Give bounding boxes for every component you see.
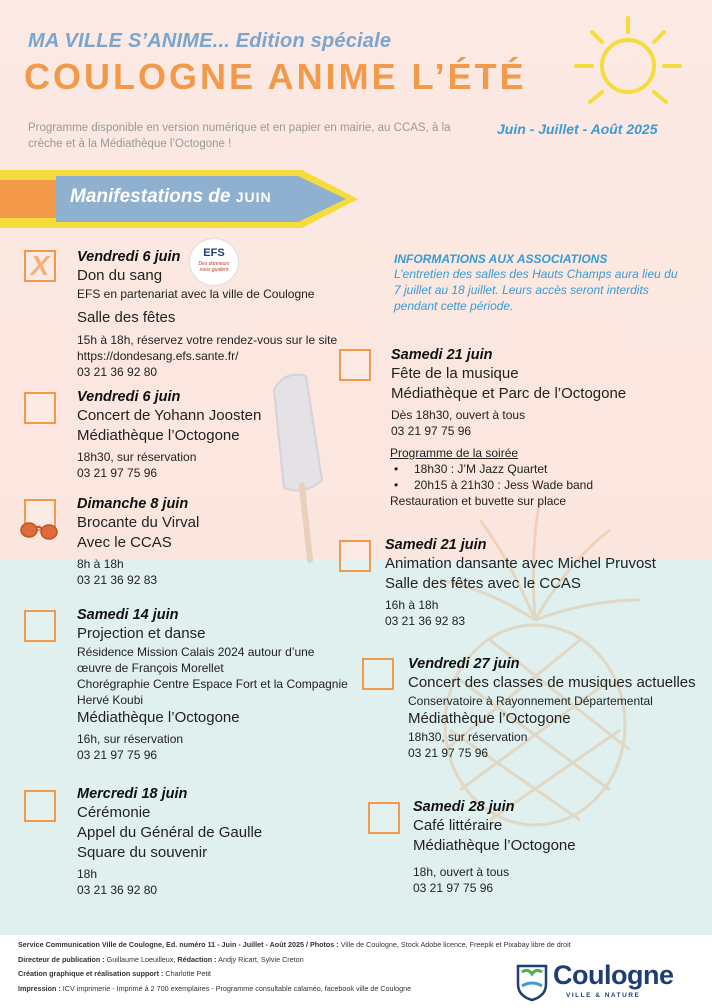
credits-value: Guillaume Loeuilleux,	[106, 954, 176, 964]
event-title: Animation dansante avec Michel Pruvost	[385, 555, 656, 573]
page-title: COULOGNE ANIME L’ÉTÉ	[24, 56, 527, 97]
efs-logo-sub: Des donneurs nous guident	[198, 261, 230, 273]
event-title: Cérémonie	[77, 804, 151, 822]
event-cafe-litteraire	[413, 799, 703, 896]
event-details: 18h30, sur réservation	[77, 450, 197, 465]
event-place: Avec le CCAS	[77, 534, 172, 552]
program-footer: Restauration et buvette sur place	[390, 494, 567, 508]
event-title: Concert des classes de musiques actuelles	[408, 674, 696, 692]
credits-line	[18, 967, 588, 982]
credits-label: Directeur de publication :	[18, 954, 105, 964]
event-title2: Appel du Général de Gaulle	[77, 824, 263, 842]
event-details: 18h30, sur réservation	[408, 730, 528, 745]
event-details: 18h	[77, 867, 98, 882]
banner-month: JUIN	[235, 189, 272, 205]
event-title: Projection et danse	[77, 625, 206, 643]
credits-footer	[18, 938, 588, 996]
checkbox-e6[interactable]	[339, 349, 371, 381]
event-projection-danse	[77, 607, 352, 763]
event-place: Médiathèque l’Octogone	[408, 710, 571, 728]
banner-label	[70, 186, 272, 208]
event-place: Médiathèque et Parc de l’Octogone	[391, 385, 627, 403]
program-item: • 18h30 : J’M Jazz Quartet	[394, 462, 548, 476]
event-place: Médiathèque l’Octogone	[77, 709, 240, 727]
checkbox-e1[interactable]	[24, 250, 56, 282]
credits-value: Ville de Coulogne, Stock Adobe licence, Freepik et Pixabay libre de droit	[340, 940, 571, 949]
event-title: Don du sang	[77, 267, 163, 285]
event-details: 15h à 18h, réservez votre rendez-vous sur le site https://dondesang.efs.sante.fr/	[77, 333, 338, 364]
credits-value: Andjy Ricart, Sylvie Creton	[218, 954, 304, 964]
program-item: • 20h15 à 21h30 : Jess Wade band	[394, 478, 594, 492]
event-line2: Chorégraphie Centre Espace Fort et la Compagnie Hervé Koubi	[77, 677, 348, 708]
checkbox-e2[interactable]	[24, 392, 56, 424]
evening-program	[390, 446, 690, 509]
event-title: Café littéraire	[413, 817, 503, 835]
coulogne-logo-subtitle: VILLE & NATURE	[566, 992, 641, 999]
event-line1: Résidence Mission Calais 2024 autour d’une œuvre de François Morellet	[77, 645, 315, 676]
supertitle: MA VILLE S’ANIME... Edition spéciale	[28, 30, 392, 52]
event-date: Vendredi 6 juin	[77, 389, 181, 405]
checkbox-e7[interactable]	[339, 540, 371, 572]
event-date: Samedi 28 juin	[413, 799, 515, 815]
coulogne-shield-icon	[514, 962, 550, 1002]
event-date: Samedi 21 juin	[385, 537, 487, 553]
credits-label: Impression :	[18, 983, 61, 993]
coulogne-logo: Coulogne	[553, 960, 674, 990]
event-phone: 03 21 97 75 96	[391, 424, 472, 439]
checkbox-e4[interactable]	[24, 610, 56, 642]
event-phone: 03 21 97 75 96	[413, 881, 494, 896]
event-concert-classes	[408, 656, 703, 761]
checkbox-e8[interactable]	[362, 658, 394, 690]
credits-label: Création graphique et réalisation support :	[18, 969, 164, 978]
event-details: 18h, ouvert à tous	[413, 865, 510, 880]
credits-line	[18, 953, 588, 968]
banner-label-text: Manifestations de	[70, 186, 231, 207]
credits-value: ICV imprimerie - Imprimé à 2 700 exemplaires - Programme consultable calaméo, facebook ville de Coulogne	[62, 983, 412, 993]
intro-text: Programme disponible en version numérique et en papier en mairie, au CCAS, à la crèche et à la Médiathèque l’Octogone !	[28, 122, 451, 150]
event-place: Médiathèque l’Octogone	[413, 837, 576, 855]
event-phone: 03 21 36 92 83	[77, 573, 158, 588]
event-line1: Conservatoire à Rayonnement Départemental	[408, 694, 653, 709]
sunglasses-icon	[18, 512, 60, 542]
checkbox-e5[interactable]	[24, 790, 56, 822]
event-date: Samedi 14 juin	[77, 607, 179, 623]
credits-line	[18, 982, 588, 997]
event-brocante	[77, 496, 367, 588]
event-details: Dès 18h30, ouvert à tous	[391, 408, 526, 423]
event-title: Brocante du Virval	[77, 514, 200, 532]
season-dates: Juin - Juillet - Août 2025	[497, 121, 658, 137]
event-concert-joosten	[77, 389, 367, 481]
event-phone: 03 21 97 75 96	[77, 466, 158, 481]
event-date: Vendredi 6 juin	[77, 249, 181, 265]
event-details: 16h à 18h	[385, 598, 439, 613]
event-details: 16h, sur réservation	[77, 732, 184, 747]
association-info	[394, 252, 684, 314]
event-date: Samedi 21 juin	[391, 347, 493, 363]
efs-logo-text: EFS	[203, 247, 225, 259]
event-phone: 03 21 36 92 80	[77, 365, 158, 380]
event-title: Concert de Yohann Joosten	[77, 407, 262, 425]
event-phone: 03 21 97 75 96	[77, 748, 158, 763]
credits-line	[18, 938, 588, 953]
event-place: Médiathèque l’Octogone	[77, 427, 240, 445]
event-place: Salle des fêtes	[77, 309, 176, 327]
info-heading: INFORMATIONS AUX ASSOCIATIONS	[394, 252, 608, 266]
event-fete-musique	[391, 347, 691, 439]
program-item-text: 20h15 à 21h30 : Jess Wade band	[414, 478, 594, 492]
event-details: 8h à 18h	[77, 557, 124, 572]
event-partner: EFS en partenariat avec la ville de Coulogne	[77, 287, 315, 302]
efs-logo	[189, 238, 239, 286]
event-title: Fête de la musique	[391, 365, 519, 383]
cross-mark-icon: X	[30, 250, 50, 281]
credits-label: Service Communication Ville de Coulogne, Ed. numéro 11 - Juin - Juillet - Août 2025 / Photos :	[18, 940, 339, 949]
event-phone: 03 21 97 75 96	[408, 746, 489, 761]
event-date: Vendredi 27 juin	[408, 656, 520, 672]
program-item-text: 18h30 : J’M Jazz Quartet	[414, 462, 548, 476]
event-place: Salle des fêtes avec le CCAS	[385, 575, 581, 593]
credits-value: Charlotte Petit	[165, 969, 211, 978]
event-place: Square du souvenir	[77, 844, 208, 862]
credits-label: Rédaction :	[177, 954, 217, 964]
event-ceremonie	[77, 786, 367, 898]
event-phone: 03 21 36 92 80	[77, 883, 158, 898]
info-text: L’entretien des salles des Hauts Champs aura lieu du 7 juillet au 18 juillet. Leurs accès seront interdits pendant cette période.	[394, 267, 678, 313]
program-heading: Programme de la soirée	[390, 446, 519, 460]
event-date: Mercredi 18 juin	[77, 786, 188, 802]
event-phone: 03 21 36 92 83	[385, 614, 466, 629]
event-date: Dimanche 8 juin	[77, 496, 189, 512]
checkbox-e9[interactable]	[368, 802, 400, 834]
sun-icon	[568, 14, 688, 114]
event-animation-dansante	[385, 537, 705, 629]
